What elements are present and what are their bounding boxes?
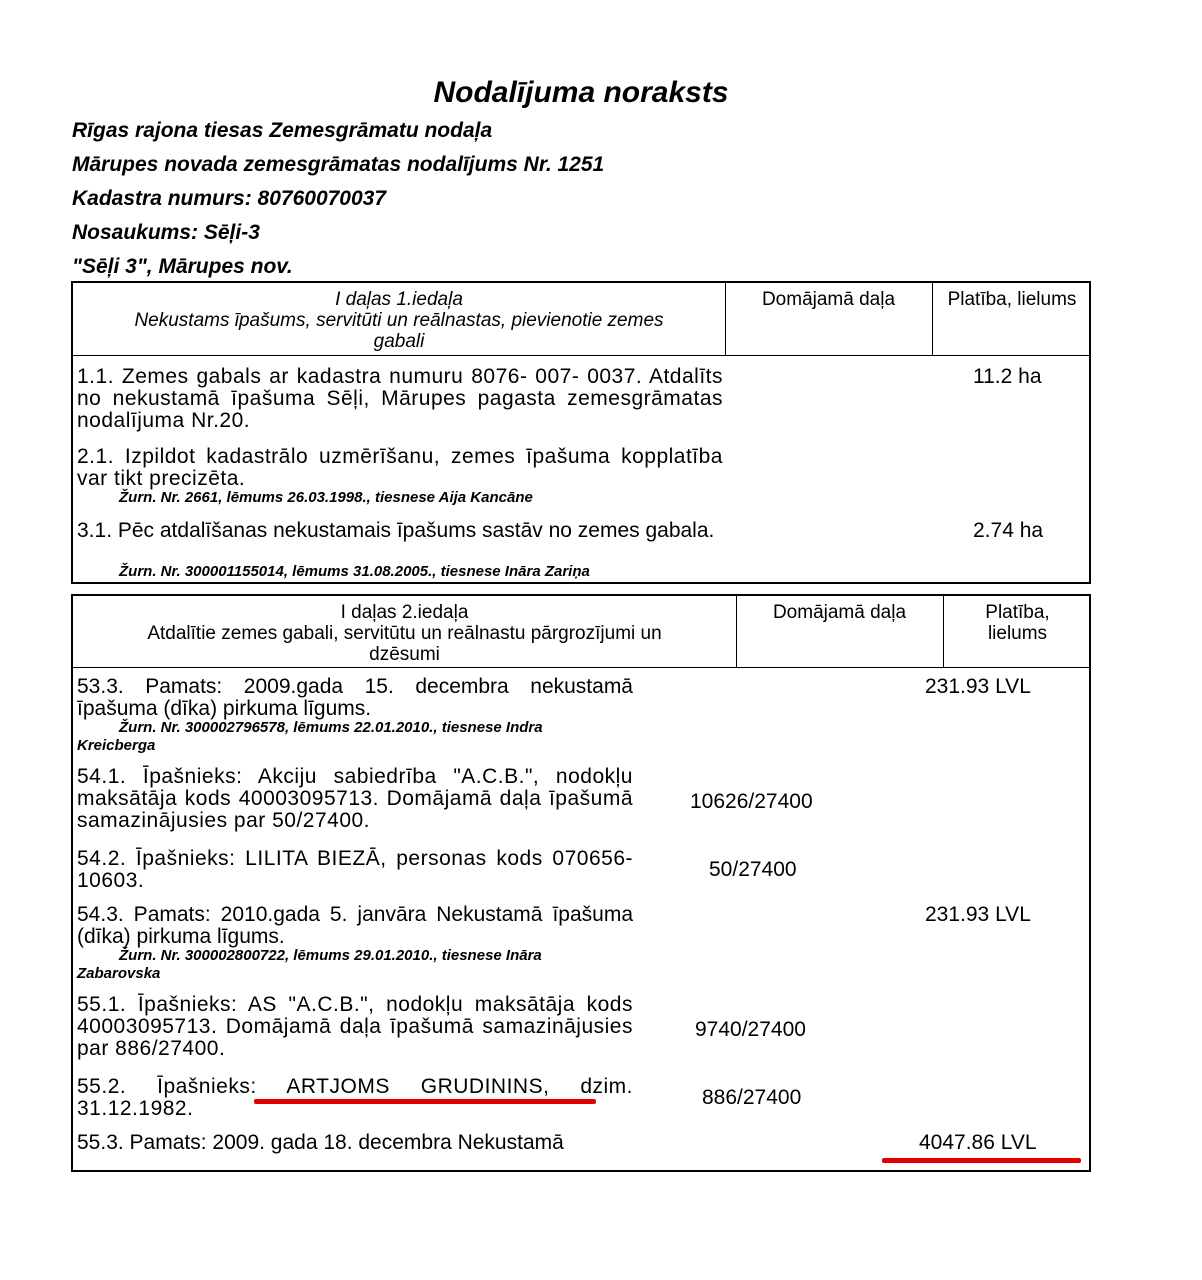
entry-53-3-text: 53.3. Pamats: 2009.gada 15. decembra nekustamā īpašuma (dīka) pirkuma līgums. bbox=[77, 675, 633, 720]
property-name: Nosaukums: Sēļi-3 bbox=[72, 221, 260, 244]
court-department: Rīgas rajona tiesas Zemesgrāmatu nodaļa bbox=[72, 119, 493, 142]
entry-3-1-area: 2.74 ha bbox=[973, 519, 1044, 542]
entry-2-1-ref: Žurn. Nr. 2661, lēmums 26.03.1998., tiesnese Aija Kancāne bbox=[119, 489, 533, 506]
entry-55-3-text: 55.3. Pamats: 2009. gada 18. decembra Nekustamā bbox=[77, 1131, 564, 1154]
entry-55-1-share: 9740/27400 bbox=[695, 1018, 806, 1041]
section2-table bbox=[71, 594, 1091, 1172]
land-book-section: Mārupes novada zemesgrāmatas nodalījums Nr. 1251 bbox=[72, 153, 605, 176]
entry-55-3-area: 4047.86 LVL bbox=[919, 1131, 1037, 1154]
section1-header-share: Domājamā daļa bbox=[761, 289, 896, 310]
entry-55-2-text: 55.2. Īpašnieks: ARTJOMS GRUDININS, dzim. 31.12.1982. bbox=[77, 1075, 633, 1120]
entry-53-3-ref-judge: Kreicberga bbox=[77, 737, 156, 754]
document-title: Nodalījuma noraksts bbox=[433, 76, 729, 109]
section1-header-area: Platība, lielums bbox=[947, 289, 1077, 310]
section2-header-title: I daļas 2.iedaļa Atdalītie zemes gabali, servitūtu un reālnastu pārgrozījumi un dzēsumi bbox=[147, 602, 662, 665]
entry-3-1-ref: Žurn. Nr. 300001155014, lēmums 31.08.2005., tiesnese Ināra Zariņa bbox=[119, 563, 590, 580]
entry-1-1-text: 1.1. Zemes gabals ar kadastra numuru 8076- 007- 0037. Atdalīts no nekustamā īpašuma Sēļi, Mārupes pagasta zemesgrāmatas nodalījuma Nr.20. bbox=[77, 365, 723, 432]
highlight-owner-underline bbox=[254, 1099, 596, 1104]
entry-2-1-text: 2.1. Izpildot kadastrālo uzmērīšanu, zemes īpašuma kopplatība var tikt precizēta. bbox=[77, 445, 723, 490]
entry-54-3-ref: Žurn. Nr. 300002800722, lēmums 29.01.2010., tiesnese Ināra bbox=[119, 947, 542, 964]
entry-54-2-text: 54.2. Īpašnieks: LILITA BIEZĀ, personas kods 070656-10603. bbox=[77, 847, 633, 892]
section1-table bbox=[71, 281, 1091, 584]
section1-header-title: I daļas 1.iedaļa Nekustams īpašums, servitūti un reālnastas, pievienotie zemes gabali bbox=[134, 289, 664, 352]
entry-55-1-text: 55.1. Īpašnieks: AS "A.C.B.", nodokļu maksātāja kods 40003095713. Domājamā daļa īpašumā samazinājusies par 886/27400. bbox=[77, 993, 633, 1060]
cadastre-number: Kadastra numurs: 80760070037 bbox=[72, 187, 387, 210]
section2-header-share: Domājamā daļa bbox=[772, 602, 907, 623]
entry-54-3-text: 54.3. Pamats: 2010.gada 5. janvāra Nekustamā īpašuma (dīka) pirkuma līgums. bbox=[77, 903, 633, 948]
entry-54-1-text: 54.1. Īpašnieks: Akciju sabiedrība "A.C.B.", nodokļu maksātāja kods 40003095713. Domājamā daļa īpašumā samazinājusies par 50/27400. bbox=[77, 765, 633, 832]
section2-header-area: Platība, lielums bbox=[985, 602, 1050, 644]
entry-3-1-text: 3.1. Pēc atdalīšanas nekustamais īpašums sastāv no zemes gabala. bbox=[77, 519, 715, 542]
entry-1-1-area: 11.2 ha bbox=[973, 365, 1042, 388]
entry-54-2-share: 50/27400 bbox=[709, 858, 797, 881]
entry-55-2-share: 886/27400 bbox=[702, 1086, 802, 1109]
highlight-amount-underline bbox=[882, 1158, 1081, 1163]
entry-53-3-area: 231.93 LVL bbox=[925, 675, 1031, 698]
entry-53-3-ref: Žurn. Nr. 300002796578, lēmums 22.01.2010., tiesnese Indra bbox=[119, 719, 543, 736]
property-address: "Sēļi 3", Mārupes nov. bbox=[72, 255, 293, 278]
entry-54-3-area: 231.93 LVL bbox=[925, 903, 1031, 926]
entry-54-1-share: 10626/27400 bbox=[690, 790, 813, 813]
entry-54-3-ref-judge: Zabarovska bbox=[77, 965, 161, 982]
